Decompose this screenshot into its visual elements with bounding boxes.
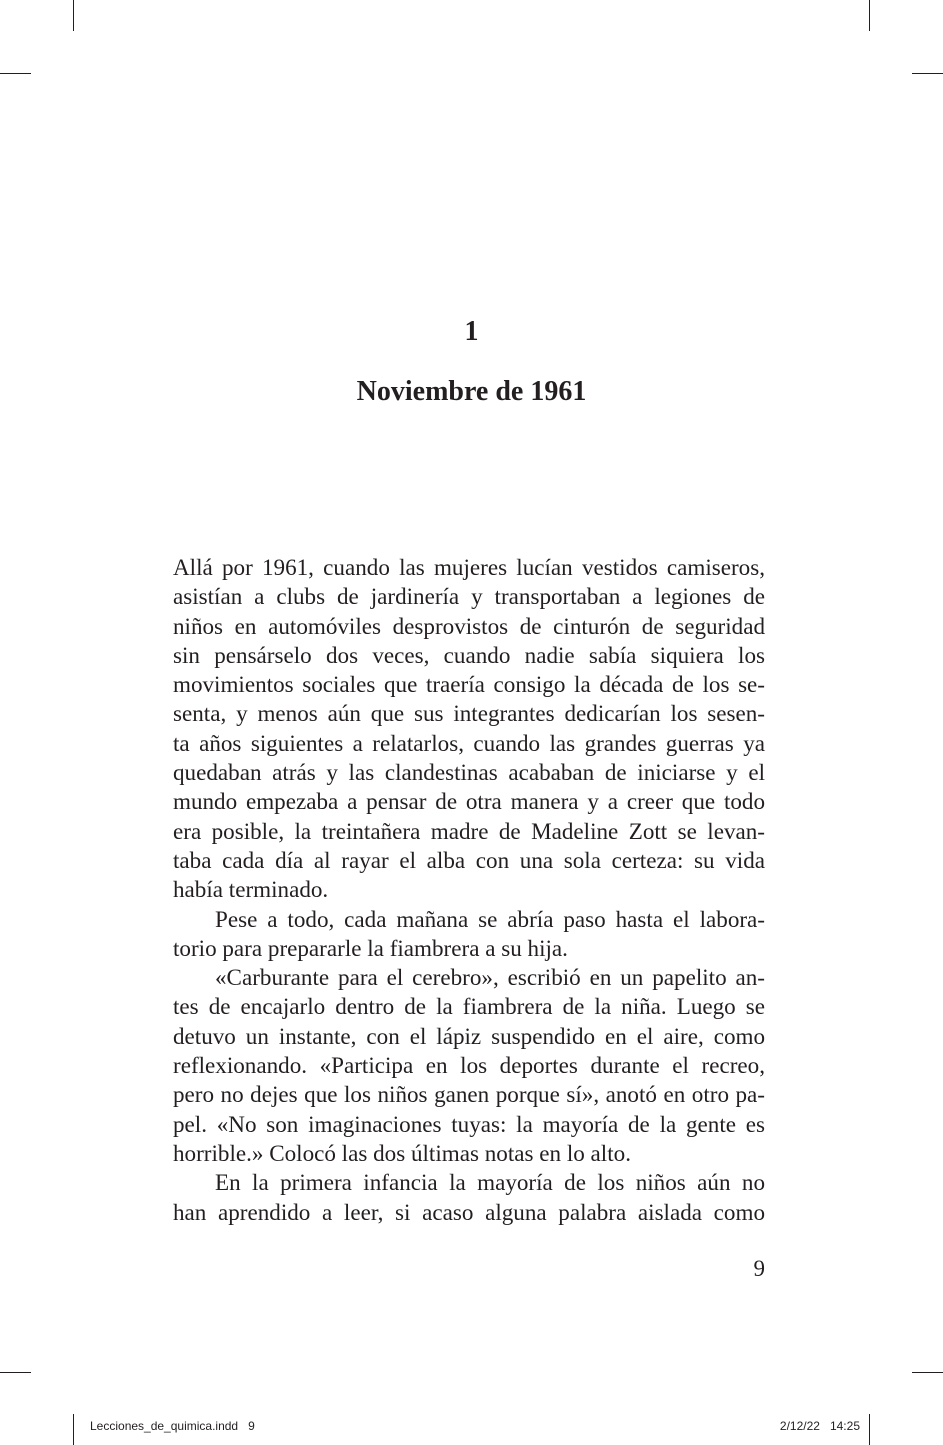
- text-line: En la primera infancia la mayoría de los niños aún no: [215, 1169, 765, 1196]
- text-line: pel. «No son imaginaciones tuyas: la mayoría de la gente es: [173, 1110, 765, 1137]
- text-line: asistían a clubs de jardinería y transportaban a legiones de: [173, 583, 765, 610]
- text-line: reflexionando. «Participa en los deportes durante el recreo,: [173, 1052, 765, 1079]
- text-line: sin pensárselo dos veces, cuando nadie sabía siquiera los: [173, 641, 765, 668]
- crop-mark-left-bottom: [0, 1372, 31, 1373]
- text-line: senta, y menos aún que sus integrantes dedicarían los sesen-: [173, 700, 765, 727]
- crop-mark-left-top: [0, 73, 31, 74]
- crop-mark-right-top: [912, 73, 943, 74]
- slug-file-info: Lecciones_de_quimica.indd 9: [90, 1419, 255, 1433]
- body-text: [173, 553, 765, 1227]
- text-line: mundo empezaba a pensar de otra manera y a creer que todo: [173, 788, 765, 815]
- text-line: quedaban atrás y las clandestinas acababan de iniciarse y el: [173, 759, 765, 786]
- text-line: torio para prepararle la fiambrera a su hija.: [173, 934, 568, 961]
- text-line: era posible, la treintañera madre de Madeline Zott se levan-: [173, 817, 765, 844]
- text-line: han aprendido a leer, si acaso alguna palabra aislada como: [173, 1198, 765, 1225]
- text-line: detuvo un instante, con el lápiz suspendido en el aire, como: [173, 1022, 765, 1049]
- text-line: Allá por 1961, cuando las mujeres lucían vestidos camiseros,: [173, 554, 765, 580]
- crop-mark-top-right: [869, 0, 870, 31]
- crop-mark-bottom-left: [73, 1414, 74, 1445]
- text-line: «Carburante para el cerebro», escribió en un papelito an-: [215, 964, 765, 991]
- text-line: había terminado.: [173, 876, 329, 903]
- text-line: horrible.» Colocó las dos últimas notas en lo alto.: [173, 1139, 631, 1166]
- text-line: movimientos sociales que traería consigo la década de los se-: [173, 671, 765, 698]
- text-line: ta años siguientes a relatarlos, cuando las grandes guerras ya: [173, 729, 765, 756]
- crop-mark-right-bottom: [912, 1372, 943, 1373]
- crop-mark-bottom-right: [869, 1414, 870, 1445]
- text-line: pero no dejes que los niños ganen porque sí», anotó en otro pa-: [173, 1081, 765, 1108]
- text-line: tes de encajarlo dentro de la fiambrera de la niña. Luego se: [173, 993, 765, 1020]
- slug-date-info: 2/12/22 14:25: [779, 1419, 860, 1433]
- page-number: 9: [753, 1256, 765, 1281]
- text-line: Pese a todo, cada mañana se abría paso hasta el labora-: [215, 905, 765, 932]
- chapter-number: 1: [464, 316, 479, 347]
- crop-mark-top-left: [73, 0, 74, 31]
- text-line: niños en automóviles desprovistos de cinturón de seguridad: [173, 612, 765, 639]
- text-line: taba cada día al rayar el alba con una sola certeza: su vida: [173, 846, 765, 873]
- chapter-title: Noviembre de 1961: [356, 376, 587, 407]
